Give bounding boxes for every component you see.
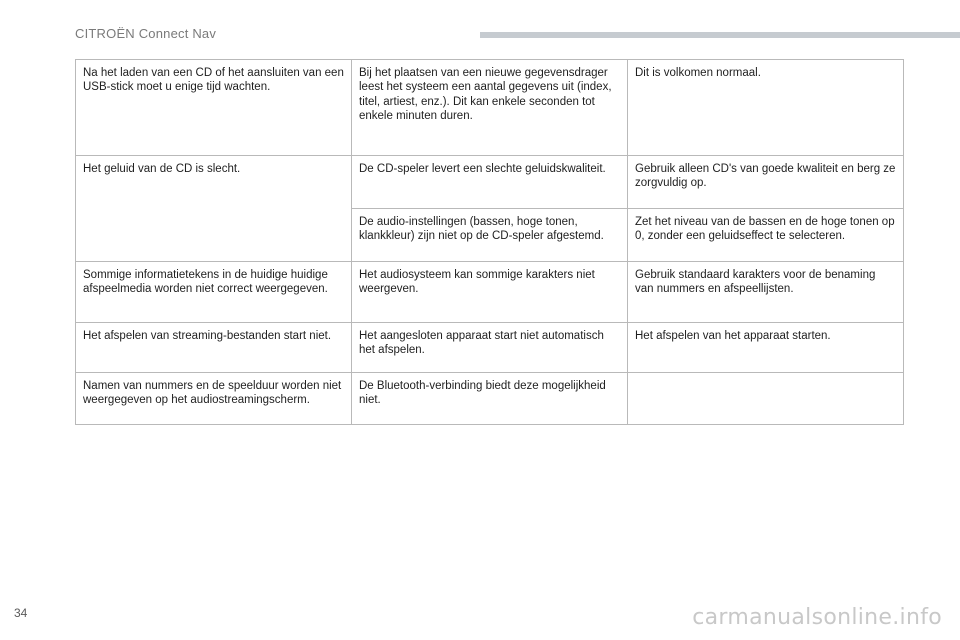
table-row — [76, 60, 904, 156]
table-row — [76, 323, 904, 373]
problem-cell: Het geluid van de CD is slecht. — [76, 156, 352, 262]
cause-cell: Bij het plaatsen van een nieuwe gegevensdrager leest het systeem een aantal gegevens uit (index, titel, artiest, enz.). Dit kan enkele seconden tot enkele minuten duren. — [352, 60, 628, 156]
cause-cell: De Bluetooth-verbinding biedt deze mogelijkheid niet. — [352, 373, 628, 425]
solution-cell: Het afspelen van het apparaat starten. — [628, 323, 904, 373]
solution-cell: Zet het niveau van de bassen en de hoge tonen op 0, zonder een geluidseffect te selecteren. — [628, 209, 904, 262]
table-row — [76, 262, 904, 323]
troubleshooting-table — [75, 59, 904, 425]
problem-cell: Na het laden van een CD of het aansluiten van een USB-stick moet u enige tijd wachten. — [76, 60, 352, 156]
page-number: 34 — [14, 606, 28, 620]
problem-cell: Namen van nummers en de speelduur worden niet weergegeven op het audiostreamingscherm. — [76, 373, 352, 425]
header-bar — [480, 32, 960, 38]
table-row — [76, 156, 904, 209]
cause-cell: Het aangesloten apparaat start niet automatisch het afspelen. — [352, 323, 628, 373]
header-title: CITROËN Connect Nav — [75, 26, 217, 41]
solution-cell: Gebruik standaard karakters voor de benaming van nummers en afspeellijsten. — [628, 262, 904, 323]
solution-cell: Gebruik alleen CD's van goede kwaliteit en berg ze zorgvuldig op. — [628, 156, 904, 209]
cause-cell: De CD-speler levert een slechte geluidskwaliteit. — [352, 156, 628, 209]
watermark: carmanualsonline.info — [692, 605, 942, 630]
problem-cell: Het afspelen van streaming-bestanden start niet. — [76, 323, 352, 373]
cause-cell: De audio-instellingen (bassen, hoge tonen, klankkleur) zijn niet op de CD-speler afgestemd. — [352, 209, 628, 262]
problem-cell: Sommige informatietekens in de huidige huidige afspeelmedia worden niet correct weergegeven. — [76, 262, 352, 323]
table-row — [76, 373, 904, 425]
solution-cell — [628, 373, 904, 425]
cause-cell: Het audiosysteem kan sommige karakters niet weergeven. — [352, 262, 628, 323]
solution-cell: Dit is volkomen normaal. — [628, 60, 904, 156]
